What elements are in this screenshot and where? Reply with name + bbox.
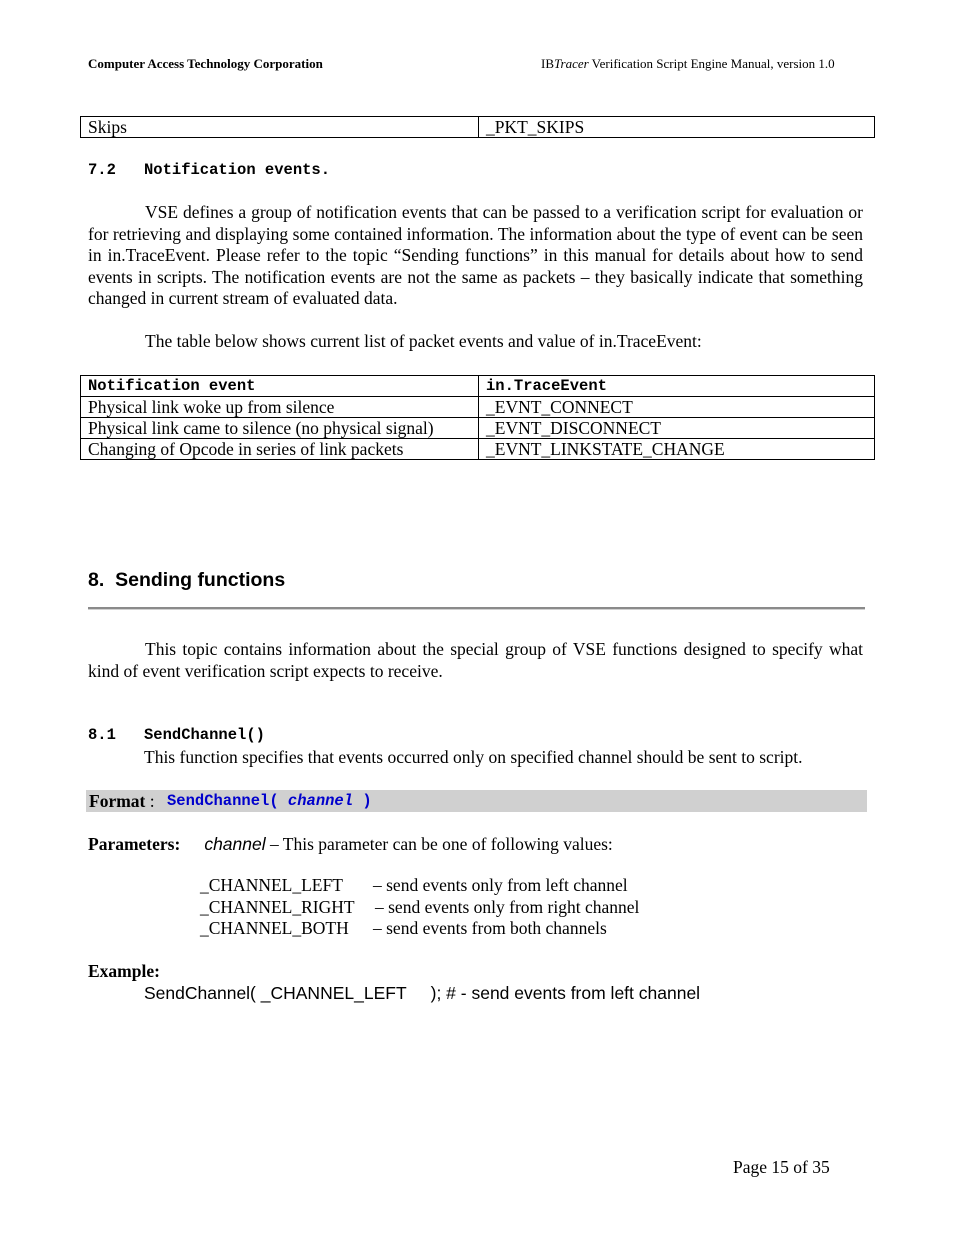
table-cell: Skips <box>81 117 479 138</box>
parameter-values-list <box>200 875 639 940</box>
param-name: channel <box>204 834 266 854</box>
function-description: This function specifies that events occurred only on specified channel should be sent to script. <box>144 747 803 767</box>
list-item: _CHANNEL_RIGHT – send events only from right channel <box>200 896 640 917</box>
skips-table <box>80 116 875 138</box>
table-cell: Changing of Opcode in series of link packets <box>81 439 479 460</box>
column-header: Notification event <box>81 376 479 397</box>
format-label: Format : <box>89 791 155 811</box>
table-row <box>81 397 875 418</box>
page-number: Page 15 of 35 <box>733 1157 830 1177</box>
section-8-heading: 8. Sending functions <box>88 569 286 591</box>
heading-rule <box>88 607 865 610</box>
example-code: SendChannel( _CHANNEL_LEFT ); # - send events from left channel <box>144 983 701 1003</box>
param-description: – This parameter can be one of following values: <box>265 834 613 854</box>
section-8-intro: This topic contains information about the special group of VSE functions designed to specify what kind of event verification script expects to receive. <box>88 639 863 681</box>
table-intro-paragraph: The table below shows current list of packet events and value of in.TraceEvent: <box>145 331 702 351</box>
list-item: _CHANNEL_BOTH – send events from both channels <box>200 918 607 938</box>
parameters-row <box>88 834 613 855</box>
table-cell: _EVNT_CONNECT <box>479 397 875 418</box>
table-header-row <box>81 376 875 397</box>
table-cell: Physical link woke up from silence <box>81 397 479 418</box>
example-label: Example: <box>88 961 160 981</box>
table-cell: _EVNT_LINKSTATE_CHANGE <box>479 439 875 460</box>
table-row <box>81 418 875 439</box>
table-cell: _PKT_SKIPS <box>479 117 875 138</box>
table-row <box>81 117 875 138</box>
header-company: Computer Access Technology Corporation <box>88 56 323 71</box>
section-7-2-paragraph: VSE defines a group of notification events that can be passed to a verification script for evaluation or for retrieving and displaying some contained information. The information about the type of event can be seen in in.TraceEvent. Please refer to the topic “Sending functions” in this manual for details about how to send events in scripts. The notification events are not the same as packets – they basically indicate that something changed in current stream of evaluated data. <box>88 202 863 308</box>
list-item: _CHANNEL_LEFT – send events only from left channel <box>200 875 628 895</box>
table-cell: _EVNT_DISCONNECT <box>479 418 875 439</box>
header-title: IBTracer Verification Script Engine Manual, version 1.0 <box>541 56 835 71</box>
table-row <box>81 439 875 460</box>
format-signature: SendChannel( channel ) <box>167 792 372 810</box>
table-cell: Physical link came to silence (no physical signal) <box>81 418 479 439</box>
notification-events-table <box>80 375 875 460</box>
section-8-1-heading: 8.1 SendChannel() <box>88 726 265 744</box>
section-7-2-heading: 7.2 Notification events. <box>88 161 331 179</box>
parameters-label: Parameters: <box>88 834 181 854</box>
column-header: in.TraceEvent <box>479 376 875 397</box>
